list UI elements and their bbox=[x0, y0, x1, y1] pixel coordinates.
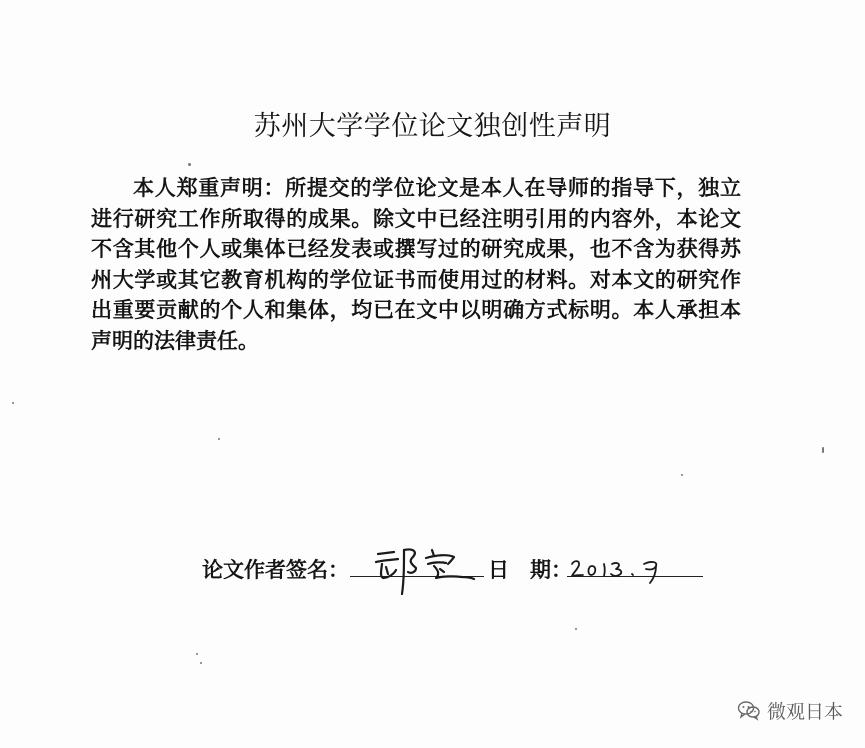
watermark-text: 微观日本 bbox=[766, 700, 843, 723]
scan-speck bbox=[681, 474, 683, 476]
scan-speck bbox=[12, 402, 14, 404]
declaration-text: 本人郑重声明：所提交的学位论文是本人在导师的指导下，独立进行研究工作所取得的成果。除文中已经注明引用的内容外，本论文不含其他个人或集体已经发表或撰写过的研究成果，也不含为获得苏州大学或其它教育机构的学位证书而使用过的材料。对本文的研究作出重要贡献的个人和集体，均已在文中以明确方式标明。本人承担本声明的法律责任。 bbox=[91, 176, 741, 353]
scan-speck bbox=[196, 653, 198, 655]
scan-speck bbox=[188, 163, 191, 166]
wechat-icon bbox=[737, 699, 761, 721]
scan-speck bbox=[822, 447, 824, 453]
scan-speck bbox=[218, 438, 220, 440]
signature-label: 论文作者签名： bbox=[202, 558, 349, 582]
watermark bbox=[737, 697, 843, 723]
page-title: 苏州大学学位论文独创性声明 bbox=[253, 111, 612, 142]
handwritten-date bbox=[568, 548, 678, 584]
signature-row bbox=[202, 550, 722, 590]
scan-speck bbox=[575, 628, 577, 630]
handwritten-signature bbox=[354, 538, 484, 596]
date-label: 日 期： bbox=[488, 558, 572, 582]
scan-speck bbox=[200, 662, 202, 664]
